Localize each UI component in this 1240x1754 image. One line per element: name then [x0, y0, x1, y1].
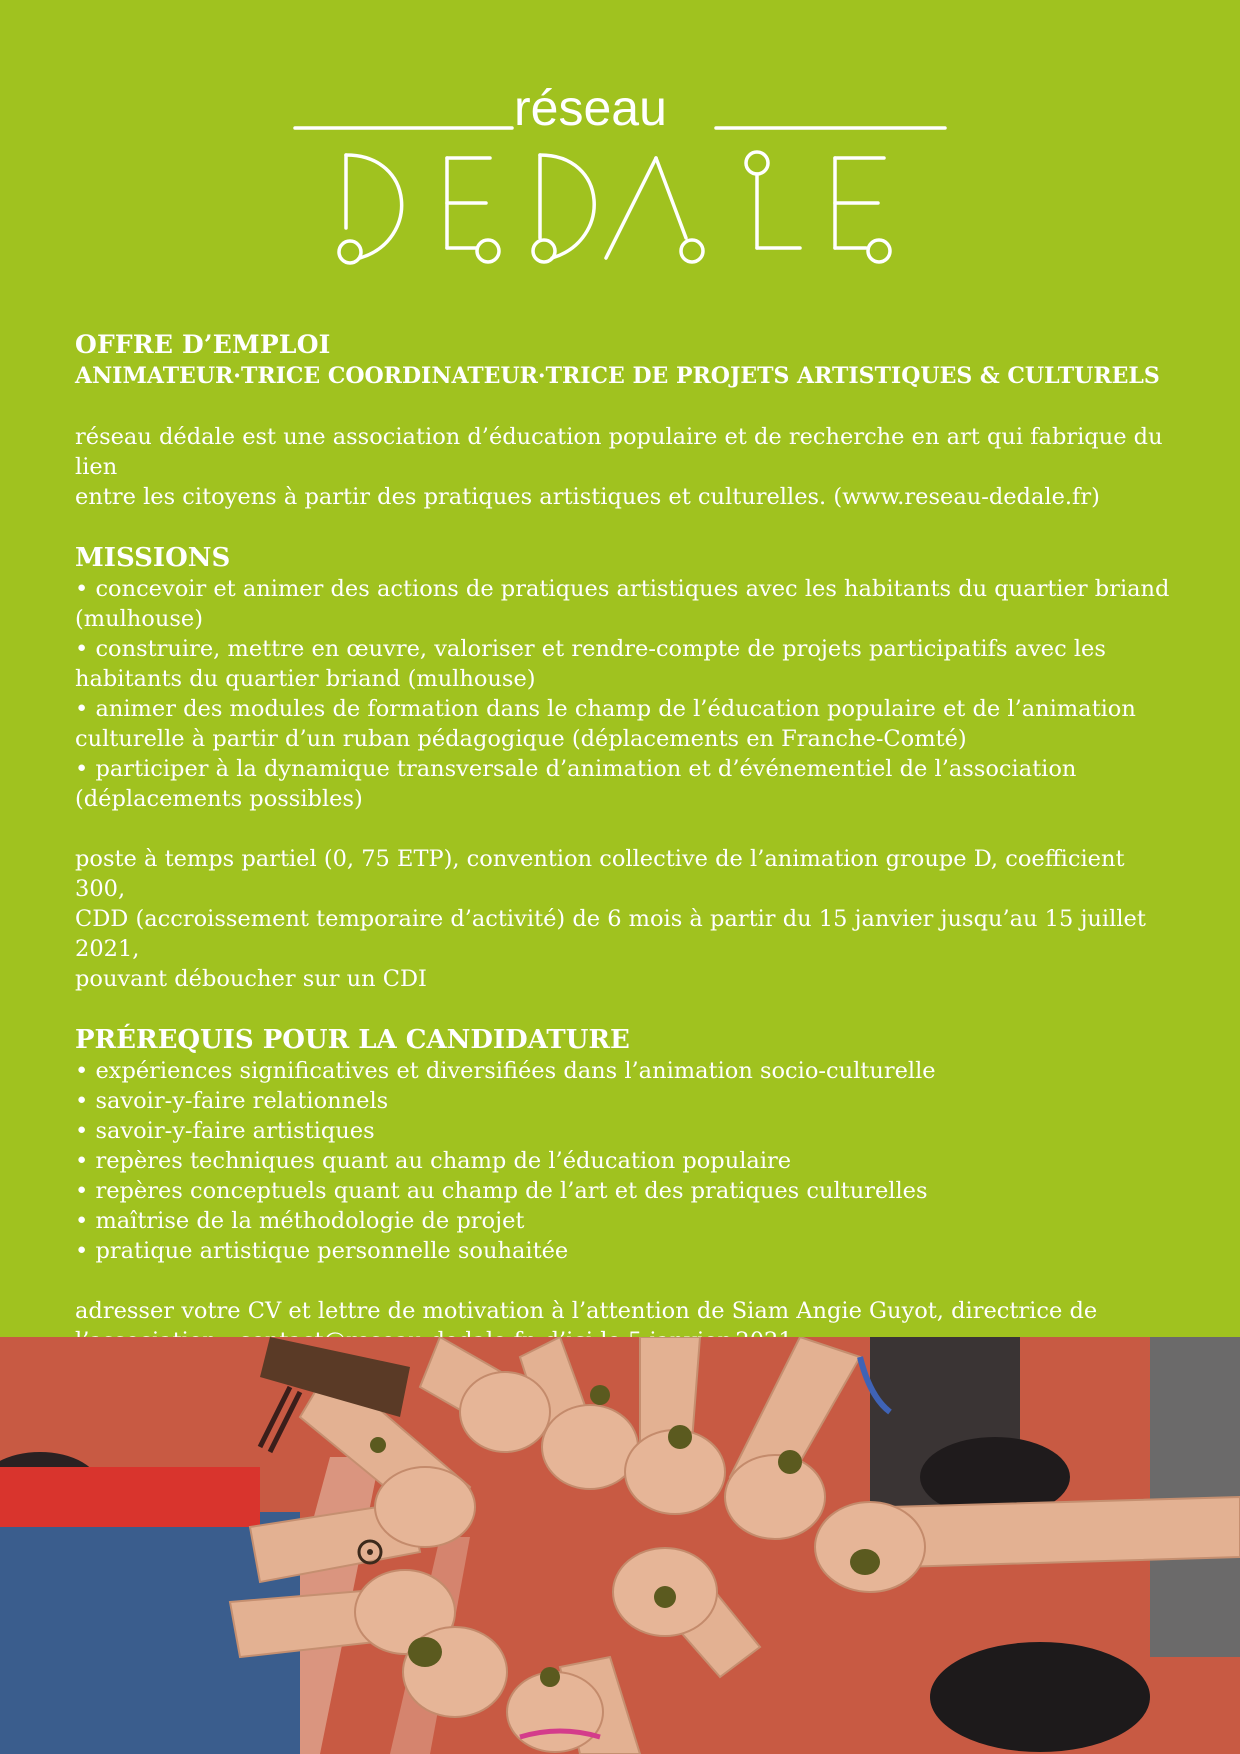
hands-circle-photo [0, 1337, 1240, 1754]
prerequisites-heading: PRÉREQUIS POUR LA CANDIDATURE [75, 1025, 630, 1055]
prerequisite-item: • expériences significatives et diversifiées dans l’animation socio-culturelle [75, 1056, 1170, 1086]
intro-line-1: réseau dédale est une association d’éducation populaire et de recherche en art qui fabrique du lien [75, 424, 1163, 480]
position-line-1: poste à temps partiel (0, 75 ETP), convention collective de l’animation groupe D, coefficient 300, [75, 846, 1125, 902]
mission-item: • animer des modules de formation dans le champ de l’éducation populaire et de l’animation [75, 694, 1170, 724]
mission-item: • construire, mettre en œuvre, valoriser et rendre-compte de projets participatifs avec les [75, 634, 1170, 664]
logo-letter-a [606, 158, 703, 262]
logo-letter-d2 [533, 155, 594, 262]
prerequisite-item: • pratique artistique personnelle souhaitée [75, 1236, 1170, 1266]
logo-letter-e2 [835, 158, 890, 262]
prerequisite-item: • repères conceptuels quant au champ de l’art et des pratiques culturelles [75, 1176, 1170, 1206]
prerequisite-item: • maîtrise de la méthodologie de projet [75, 1206, 1170, 1236]
offer-job-title: ANIMATEUR·TRICE COORDINATEUR·TRICE DE PROJETS ARTISTIQUES & CULTURELS [75, 363, 1160, 389]
logo-letter-l [746, 152, 800, 248]
offer-title: OFFRE D’EMPLOI [75, 330, 331, 359]
logo-graphic [290, 80, 950, 275]
mission-item-continuation: culturelle à partir d’un ruban pédagogique (déplacements en Franche-Comté) [75, 726, 967, 752]
mission-item: • concevoir et animer des actions de pratiques artistiques avec les habitants du quartier briand [75, 574, 1170, 604]
mission-item: • participer à la dynamique transversale d’animation et d’événementiel de l’association [75, 754, 1170, 784]
mission-item-continuation: (mulhouse) [75, 606, 203, 632]
prerequisite-item: • repères techniques quant au champ de l’éducation populaire [75, 1146, 1170, 1176]
mission-item-continuation: habitants du quartier briand (mulhouse) [75, 666, 536, 692]
prerequisite-item: • savoir-y-faire relationnels [75, 1086, 1170, 1116]
application-line-1: adresser votre CV et lettre de motivation à l’attention de Siam Angie Guyot, directrice de [75, 1298, 1098, 1324]
missions-heading: MISSIONS [75, 543, 231, 573]
position-line-2: CDD (accroissement temporaire d’activité) de 6 mois à partir du 15 janvier jusqu’au 15 juillet 2021, [75, 906, 1146, 962]
mission-item-continuation: (déplacements possibles) [75, 786, 363, 812]
intro-line-2: entre les citoyens à partir des pratiques artistiques et culturelles. (www.reseau-dedale.fr) [75, 484, 1100, 510]
logo-letter-d1 [339, 155, 402, 263]
photo-illustration [0, 1337, 1240, 1754]
prerequisite-item: • savoir-y-faire artistiques [75, 1116, 1170, 1146]
job-offer-content [75, 330, 1170, 1356]
position-line-3: pouvant déboucher sur un CDI [75, 966, 427, 992]
logo-top-word: réseau [514, 80, 667, 136]
logo-letter-e1 [447, 158, 499, 262]
reseau-dedale-logo [290, 80, 950, 275]
